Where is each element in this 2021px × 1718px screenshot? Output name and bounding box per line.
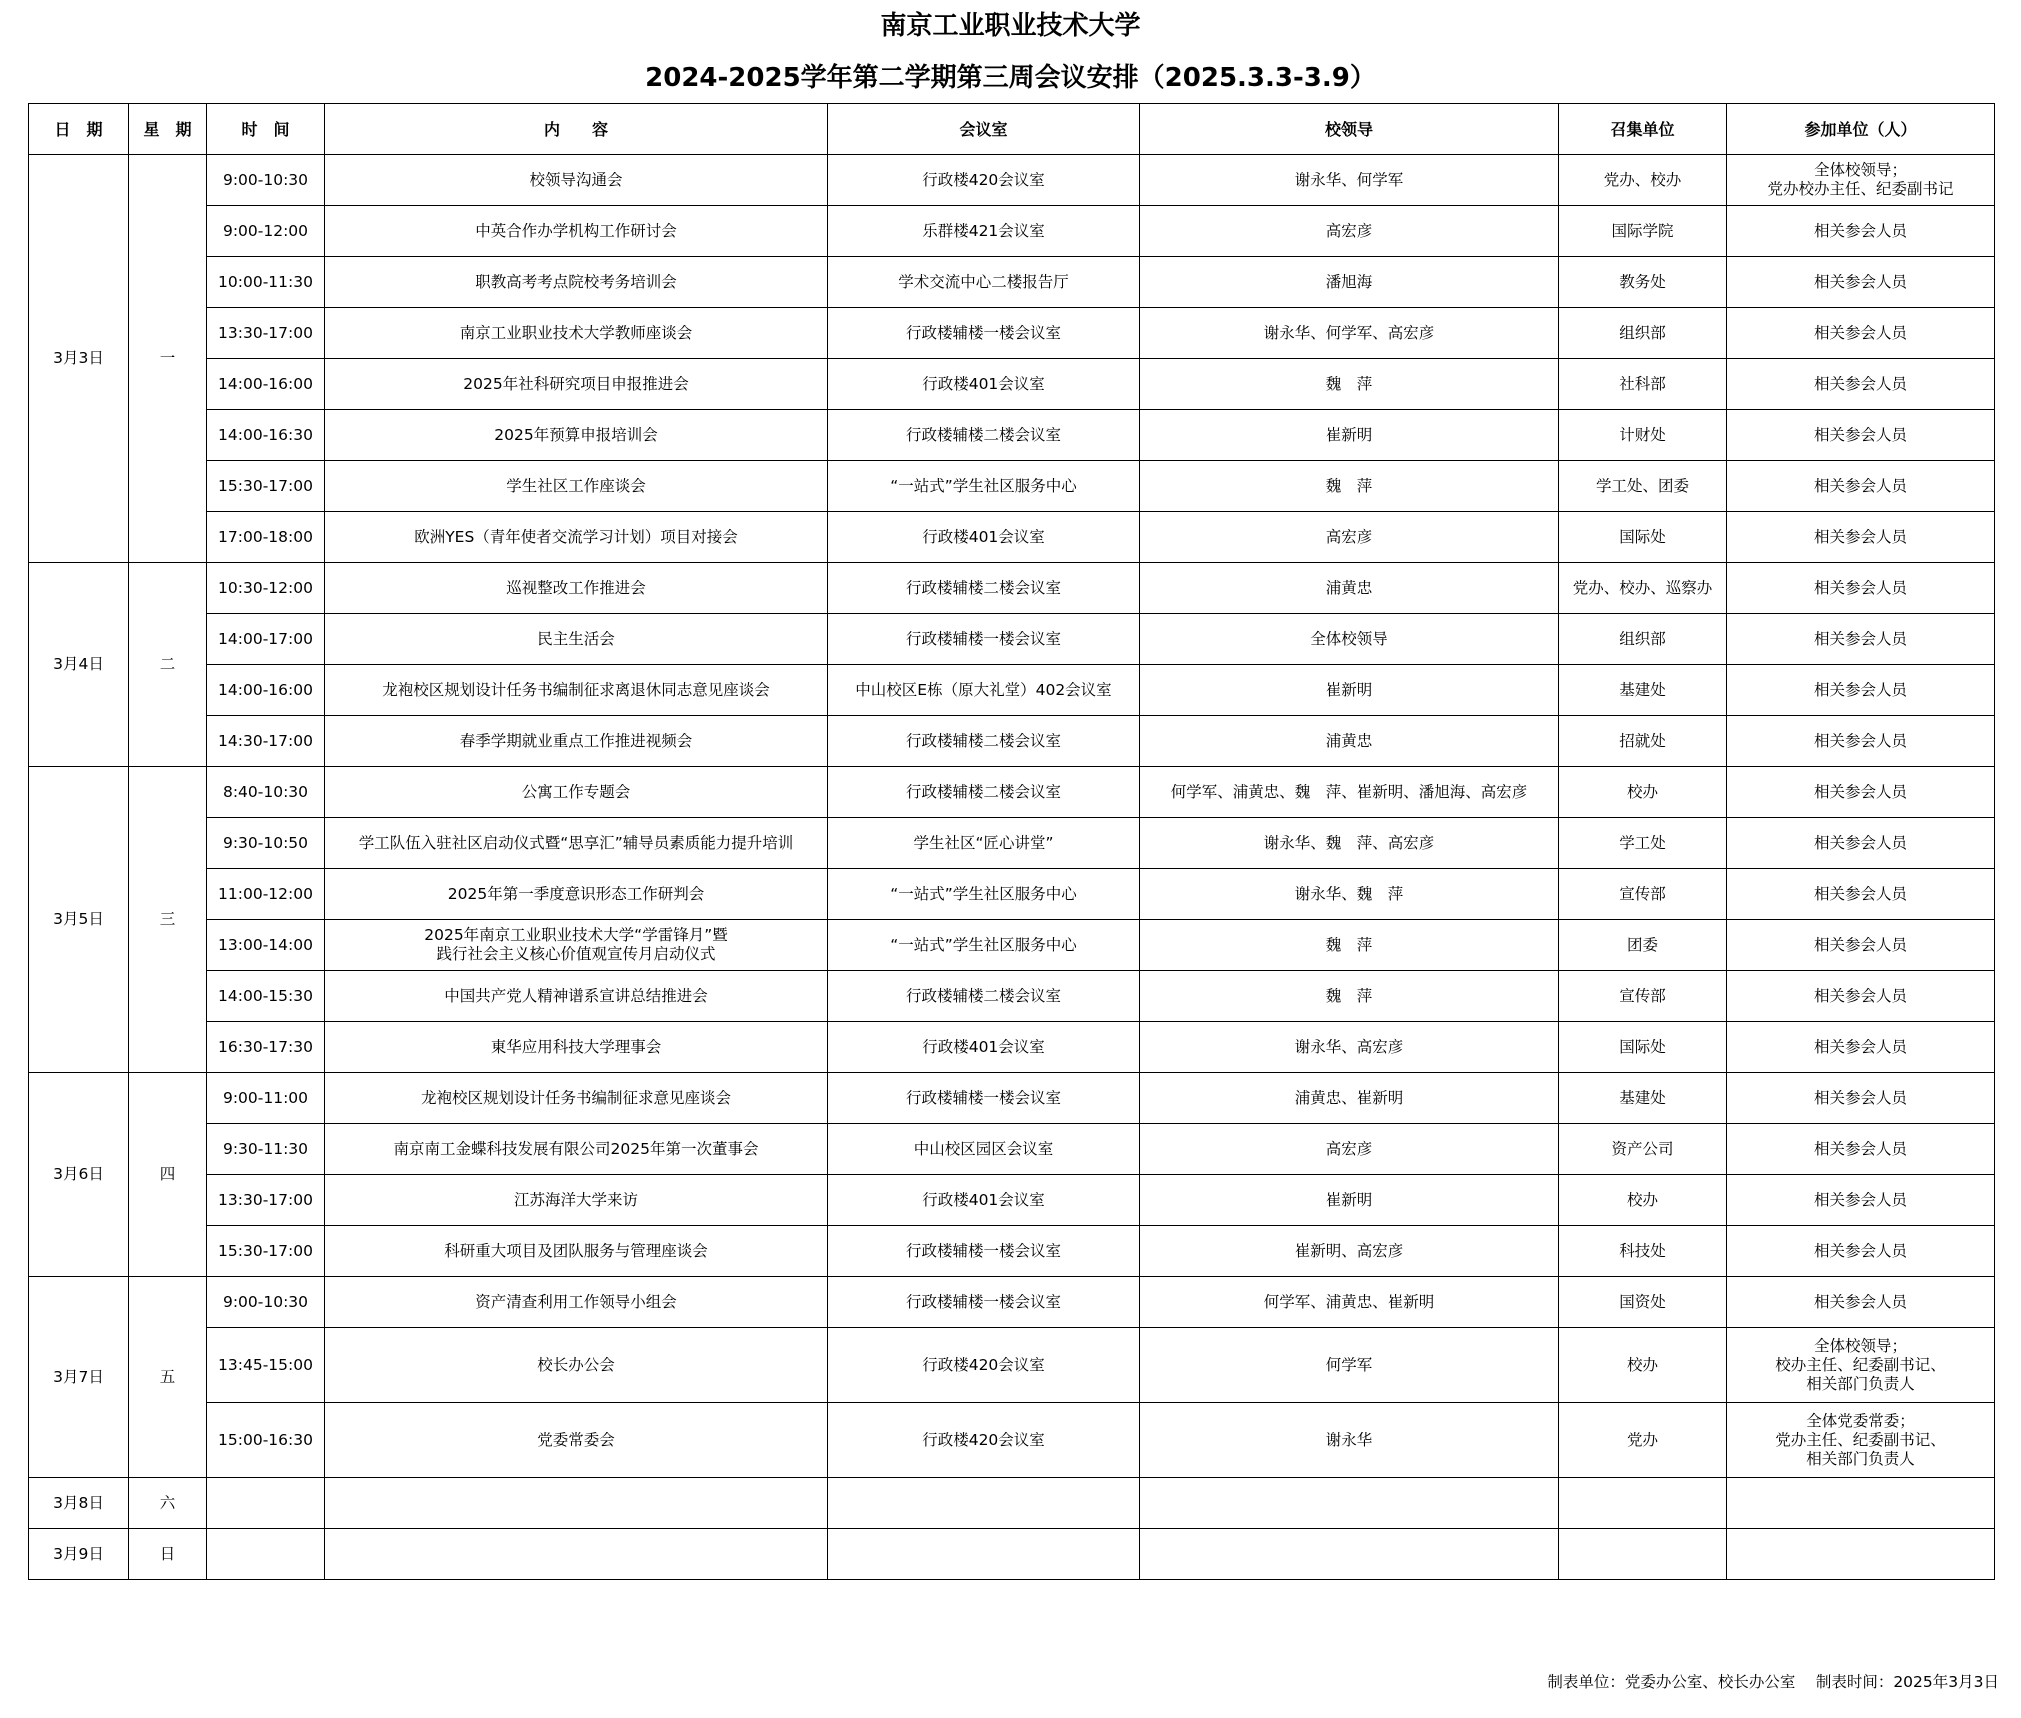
meeting-content: 江苏海洋大学来访	[325, 1175, 828, 1226]
meeting-content: 科研重大项目及团队服务与管理座谈会	[325, 1226, 828, 1277]
empty-cell	[325, 1478, 828, 1529]
meeting-room: 行政楼420会议室	[828, 1328, 1140, 1403]
meeting-time: 14:30-17:00	[207, 716, 325, 767]
meeting-convener: 国际处	[1559, 512, 1727, 563]
meeting-content: 南京南工金蝶科技发展有限公司2025年第一次董事会	[325, 1124, 828, 1175]
empty-cell	[207, 1529, 325, 1580]
meeting-time: 13:30-17:00	[207, 308, 325, 359]
meeting-attendees: 相关参会人员	[1727, 716, 1995, 767]
meeting-time: 11:00-12:00	[207, 869, 325, 920]
meeting-content: 党委常委会	[325, 1403, 828, 1478]
meeting-convener: 校办	[1559, 1328, 1727, 1403]
meeting-room: “一站式”学生社区服务中心	[828, 920, 1140, 971]
meeting-attendees: 相关参会人员	[1727, 1124, 1995, 1175]
table-row	[29, 155, 1995, 206]
page-title: 南京工业职业技术大学	[880, 11, 1141, 41]
meeting-content: 東华应用科技大学理事会	[325, 1022, 828, 1073]
meeting-attendees: 相关参会人员	[1727, 1073, 1995, 1124]
day-weekday: 五	[129, 1277, 207, 1478]
meeting-attendees: 相关参会人员	[1727, 767, 1995, 818]
empty-cell	[828, 1529, 1140, 1580]
meeting-room: 行政楼401会议室	[828, 1022, 1140, 1073]
meeting-attendees: 相关参会人员	[1727, 512, 1995, 563]
meeting-convener: 党办	[1559, 1403, 1727, 1478]
meeting-leaders: 何学军	[1140, 1328, 1559, 1403]
meeting-leaders: 谢永华、高宏彦	[1140, 1022, 1559, 1073]
meeting-attendees: 相关参会人员	[1727, 1022, 1995, 1073]
meeting-room: 行政楼420会议室	[828, 1403, 1140, 1478]
meeting-leaders: 何学军、浦黄忠、魏 萍、崔新明、潘旭海、高宏彦	[1140, 767, 1559, 818]
day-date: 3月8日	[29, 1478, 129, 1529]
table-row	[29, 716, 1995, 767]
meeting-room: 行政楼辅楼一楼会议室	[828, 308, 1140, 359]
meeting-attendees: 相关参会人员	[1727, 206, 1995, 257]
meeting-content: 学工队伍入驻社区启动仪式暨“思享汇”辅导员素质能力提升培训	[325, 818, 828, 869]
meeting-room: 行政楼辅楼二楼会议室	[828, 767, 1140, 818]
meeting-room: 中山校区园区会议室	[828, 1124, 1140, 1175]
meeting-convener: 基建处	[1559, 665, 1727, 716]
meeting-content: 中英合作办学机构工作研讨会	[325, 206, 828, 257]
table-row	[29, 971, 1995, 1022]
table-row	[29, 1328, 1995, 1403]
meeting-room: 行政楼辅楼一楼会议室	[828, 1073, 1140, 1124]
meeting-convener: 国际学院	[1559, 206, 1727, 257]
table-row	[29, 665, 1995, 716]
meeting-convener: 国际处	[1559, 1022, 1727, 1073]
meeting-leaders: 高宏彦	[1140, 1124, 1559, 1175]
meeting-time: 15:30-17:00	[207, 1226, 325, 1277]
meeting-room: “一站式”学生社区服务中心	[828, 869, 1140, 920]
meeting-room: 行政楼辅楼一楼会议室	[828, 1226, 1140, 1277]
col-header-convener: 召集单位	[1559, 104, 1727, 155]
meeting-leaders: 高宏彦	[1140, 512, 1559, 563]
col-header-date: 日 期	[29, 104, 129, 155]
table-header-row	[29, 104, 1995, 155]
meeting-leaders: 谢永华、魏 萍	[1140, 869, 1559, 920]
meeting-room: 行政楼401会议室	[828, 512, 1140, 563]
meeting-time: 10:30-12:00	[207, 563, 325, 614]
meeting-time: 13:30-17:00	[207, 1175, 325, 1226]
meeting-time: 8:40-10:30	[207, 767, 325, 818]
meeting-time: 9:00-11:00	[207, 1073, 325, 1124]
table-row	[29, 461, 1995, 512]
day-date: 3月6日	[29, 1073, 129, 1277]
table-row	[29, 1175, 1995, 1226]
table-row	[29, 308, 1995, 359]
meeting-leaders: 何学军、浦黄忠、崔新明	[1140, 1277, 1559, 1328]
meeting-time: 14:00-17:00	[207, 614, 325, 665]
day-weekday: 二	[129, 563, 207, 767]
day-date: 3月7日	[29, 1277, 129, 1478]
meeting-leaders: 崔新明、高宏彦	[1140, 1226, 1559, 1277]
day-weekday: 四	[129, 1073, 207, 1277]
meeting-attendees: 相关参会人员	[1727, 920, 1995, 971]
meeting-attendees: 相关参会人员	[1727, 1277, 1995, 1328]
col-header-leaders: 校领导	[1140, 104, 1559, 155]
footer-note: 制表单位：党委办公室、校长办公室 制表时间：2025年3月3日	[1547, 1673, 1999, 1691]
meeting-attendees: 相关参会人员	[1727, 461, 1995, 512]
empty-cell	[1559, 1529, 1727, 1580]
meeting-convener: 基建处	[1559, 1073, 1727, 1124]
meeting-time: 10:00-11:30	[207, 257, 325, 308]
meeting-attendees: 相关参会人员	[1727, 1226, 1995, 1277]
meeting-time: 17:00-18:00	[207, 512, 325, 563]
meeting-time: 15:00-16:30	[207, 1403, 325, 1478]
day-weekday: 一	[129, 155, 207, 563]
table-row	[29, 1403, 1995, 1478]
meeting-convener: 团委	[1559, 920, 1727, 971]
meeting-time: 9:00-10:30	[207, 1277, 325, 1328]
meeting-attendees: 相关参会人员	[1727, 869, 1995, 920]
empty-cell	[1140, 1478, 1559, 1529]
meeting-content: 巡视整改工作推进会	[325, 563, 828, 614]
table-row	[29, 257, 1995, 308]
meeting-time: 13:45-15:00	[207, 1328, 325, 1403]
meeting-leaders: 潘旭海	[1140, 257, 1559, 308]
col-header-time: 时 间	[207, 104, 325, 155]
meeting-time: 14:00-15:30	[207, 971, 325, 1022]
table-row	[29, 1073, 1995, 1124]
meeting-room: 行政楼辅楼二楼会议室	[828, 563, 1140, 614]
page-subtitle: 2024-2025学年第二学期第三周会议安排（2025.3.3-3.9）	[645, 63, 1376, 93]
meeting-convener: 教务处	[1559, 257, 1727, 308]
meeting-attendees: 相关参会人员	[1727, 818, 1995, 869]
day-date: 3月5日	[29, 767, 129, 1073]
meeting-room: 行政楼辅楼二楼会议室	[828, 716, 1140, 767]
meeting-convener: 招就处	[1559, 716, 1727, 767]
day-weekday: 三	[129, 767, 207, 1073]
meeting-attendees: 相关参会人员	[1727, 971, 1995, 1022]
day-date: 3月4日	[29, 563, 129, 767]
meeting-convener: 资产公司	[1559, 1124, 1727, 1175]
meeting-room: 中山校区E栋（原大礼堂）402会议室	[828, 665, 1140, 716]
meeting-leaders: 崔新明	[1140, 665, 1559, 716]
meeting-leaders: 浦黄忠	[1140, 563, 1559, 614]
table-row	[29, 512, 1995, 563]
meeting-time: 9:30-10:50	[207, 818, 325, 869]
meeting-room: 行政楼420会议室	[828, 155, 1140, 206]
meeting-schedule-table	[28, 103, 1995, 1580]
meeting-attendees: 相关参会人员	[1727, 308, 1995, 359]
table-row	[29, 818, 1995, 869]
meeting-convener: 学工处	[1559, 818, 1727, 869]
meeting-convener: 学工处、团委	[1559, 461, 1727, 512]
meeting-leaders: 谢永华、魏 萍、高宏彦	[1140, 818, 1559, 869]
day-date: 3月9日	[29, 1529, 129, 1580]
table-row	[29, 1277, 1995, 1328]
meeting-content: 2025年南京工业职业技术大学“学雷锋月”暨 践行社会主义核心价值观宣传月启动仪式	[325, 920, 828, 971]
meeting-convener: 宣传部	[1559, 971, 1727, 1022]
empty-cell	[207, 1478, 325, 1529]
meeting-time: 14:00-16:00	[207, 359, 325, 410]
meeting-convener: 国资处	[1559, 1277, 1727, 1328]
meeting-time: 9:30-11:30	[207, 1124, 325, 1175]
meeting-attendees: 全体校领导； 校办主任、纪委副书记、 相关部门负责人	[1727, 1328, 1995, 1403]
meeting-content: 民主生活会	[325, 614, 828, 665]
meeting-content: 春季学期就业重点工作推进视频会	[325, 716, 828, 767]
meeting-leaders: 谢永华、何学军	[1140, 155, 1559, 206]
meeting-room: 乐群楼421会议室	[828, 206, 1140, 257]
meeting-content: 欧洲YES（青年使者交流学习计划）项目对接会	[325, 512, 828, 563]
meeting-attendees: 全体党委常委； 党办主任、纪委副书记、 相关部门负责人	[1727, 1403, 1995, 1478]
meeting-time: 9:00-12:00	[207, 206, 325, 257]
meeting-room: 行政楼辅楼二楼会议室	[828, 971, 1140, 1022]
day-weekday: 日	[129, 1529, 207, 1580]
meeting-attendees: 相关参会人员	[1727, 257, 1995, 308]
col-header-room: 会议室	[828, 104, 1140, 155]
table-row	[29, 767, 1995, 818]
meeting-time: 9:00-10:30	[207, 155, 325, 206]
meeting-content: 龙袍校区规划设计任务书编制征求离退休同志意见座谈会	[325, 665, 828, 716]
meeting-convener: 组织部	[1559, 308, 1727, 359]
meeting-content: 学生社区工作座谈会	[325, 461, 828, 512]
meeting-content: 2025年第一季度意识形态工作研判会	[325, 869, 828, 920]
meeting-leaders: 魏 萍	[1140, 920, 1559, 971]
table-row	[29, 1022, 1995, 1073]
meeting-content: 校领导沟通会	[325, 155, 828, 206]
meeting-convener: 校办	[1559, 1175, 1727, 1226]
empty-cell	[1559, 1478, 1727, 1529]
meeting-convener: 党办、校办	[1559, 155, 1727, 206]
meeting-leaders: 浦黄忠、崔新明	[1140, 1073, 1559, 1124]
table-row	[29, 410, 1995, 461]
table-row	[29, 1529, 1995, 1580]
meeting-time: 13:00-14:00	[207, 920, 325, 971]
meeting-attendees: 相关参会人员	[1727, 614, 1995, 665]
meeting-room: 行政楼401会议室	[828, 359, 1140, 410]
meeting-time: 16:30-17:30	[207, 1022, 325, 1073]
meeting-convener: 宣传部	[1559, 869, 1727, 920]
meeting-attendees: 相关参会人员	[1727, 1175, 1995, 1226]
col-header-attendees: 参加单位（人）	[1727, 104, 1995, 155]
table-row	[29, 563, 1995, 614]
meeting-time: 15:30-17:00	[207, 461, 325, 512]
day-date: 3月3日	[29, 155, 129, 563]
day-weekday: 六	[129, 1478, 207, 1529]
table-row	[29, 920, 1995, 971]
table-row	[29, 206, 1995, 257]
table-row	[29, 869, 1995, 920]
meeting-convener: 计财处	[1559, 410, 1727, 461]
empty-cell	[1140, 1529, 1559, 1580]
empty-cell	[1727, 1478, 1995, 1529]
meeting-leaders: 全体校领导	[1140, 614, 1559, 665]
meeting-attendees: 相关参会人员	[1727, 359, 1995, 410]
meeting-leaders: 谢永华	[1140, 1403, 1559, 1478]
meeting-convener: 校办	[1559, 767, 1727, 818]
meeting-room: 行政楼401会议室	[828, 1175, 1140, 1226]
meeting-attendees: 相关参会人员	[1727, 563, 1995, 614]
meeting-leaders: 谢永华、何学军、高宏彦	[1140, 308, 1559, 359]
meeting-room: 行政楼辅楼一楼会议室	[828, 1277, 1140, 1328]
meeting-attendees: 全体校领导； 党办校办主任、纪委副书记	[1727, 155, 1995, 206]
meeting-content: 龙袍校区规划设计任务书编制征求意见座谈会	[325, 1073, 828, 1124]
meeting-room: 学术交流中心二楼报告厅	[828, 257, 1140, 308]
meeting-leaders: 崔新明	[1140, 410, 1559, 461]
meeting-content: 中国共产党人精神谱系宣讲总结推进会	[325, 971, 828, 1022]
meeting-leaders: 崔新明	[1140, 1175, 1559, 1226]
col-header-content: 内 容	[325, 104, 828, 155]
meeting-time: 14:00-16:00	[207, 665, 325, 716]
meeting-convener: 社科部	[1559, 359, 1727, 410]
meeting-content: 南京工业职业技术大学教师座谈会	[325, 308, 828, 359]
meeting-room: 行政楼辅楼二楼会议室	[828, 410, 1140, 461]
meeting-content: 资产清查利用工作领导小组会	[325, 1277, 828, 1328]
table-row	[29, 1124, 1995, 1175]
meeting-room: 学生社区“匠心讲堂”	[828, 818, 1140, 869]
table-row	[29, 1478, 1995, 1529]
empty-cell	[1727, 1529, 1995, 1580]
meeting-convener: 党办、校办、巡察办	[1559, 563, 1727, 614]
meeting-content: 公寓工作专题会	[325, 767, 828, 818]
meeting-leaders: 魏 萍	[1140, 359, 1559, 410]
empty-cell	[828, 1478, 1140, 1529]
empty-cell	[325, 1529, 828, 1580]
meeting-content: 2025年预算申报培训会	[325, 410, 828, 461]
meeting-attendees: 相关参会人员	[1727, 410, 1995, 461]
meeting-leaders: 浦黄忠	[1140, 716, 1559, 767]
meeting-convener: 组织部	[1559, 614, 1727, 665]
table-row	[29, 614, 1995, 665]
meeting-room: “一站式”学生社区服务中心	[828, 461, 1140, 512]
meeting-leaders: 高宏彦	[1140, 206, 1559, 257]
meeting-leaders: 魏 萍	[1140, 971, 1559, 1022]
meeting-leaders: 魏 萍	[1140, 461, 1559, 512]
meeting-content: 校长办公会	[325, 1328, 828, 1403]
meeting-content: 2025年社科研究项目申报推进会	[325, 359, 828, 410]
meeting-attendees: 相关参会人员	[1727, 665, 1995, 716]
meeting-room: 行政楼辅楼一楼会议室	[828, 614, 1140, 665]
meeting-convener: 科技处	[1559, 1226, 1727, 1277]
table-row	[29, 359, 1995, 410]
meeting-content: 职教高考考点院校考务培训会	[325, 257, 828, 308]
table-row	[29, 1226, 1995, 1277]
meeting-time: 14:00-16:30	[207, 410, 325, 461]
col-header-weekday: 星 期	[129, 104, 207, 155]
